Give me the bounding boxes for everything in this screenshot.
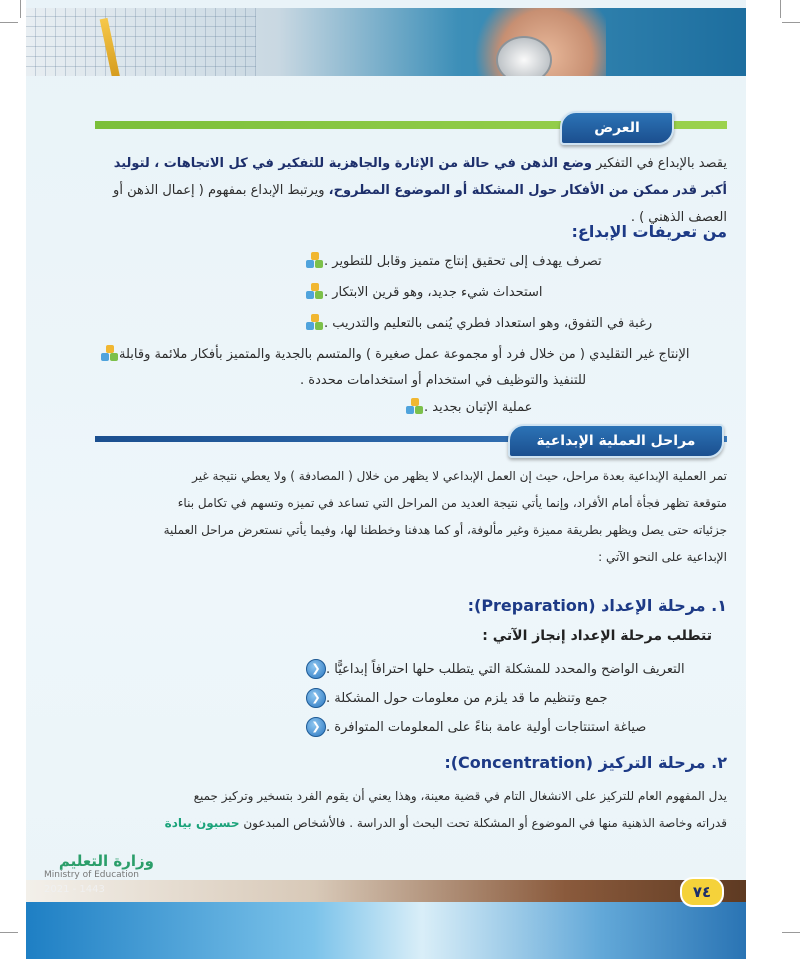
list-item [300,280,720,304]
list-item-text: صياغة استنتاجات أولية عامة بناءً على المعلومات المتوافرة . [326,719,647,735]
ministry-name-ar: وزارة التعليم [58,852,154,870]
intro-paragraph [95,150,727,225]
list-item-text: رغبة في التفوق، وهو استعداد فطري يُنمى بالتعليم والتدريب . [324,315,653,331]
pocket-watch-icon [496,36,552,76]
paragraph-line: جزئياته حتى يصل ويظهر بطريقة مميزة وغير مألوفة، أو كما هدفنا وخططنا لها، وفيما يأتي نستعرض مراحل العملية [163,523,727,537]
intro-text: يقصد بالإبداع في التفكير [596,156,727,171]
definitions-heading: من تعريفات الإبداع: [571,222,727,241]
list-item [300,311,720,335]
crop-mark [782,932,800,933]
list-item [300,657,718,681]
cubes-icon [101,345,119,363]
list-item-continuation: للتنفيذ والتوظيف في استخدام أو استخدامات محددة . [300,372,587,388]
cubes-icon [306,314,324,332]
list-item [95,342,720,366]
stage1-heading: ١. مرحلة الإعداد (Preparation): [467,596,727,615]
crop-mark [0,22,18,23]
blueprint-grid [26,8,256,76]
year-label: 2021 - 1443 [44,884,105,895]
stage2-paragraph [95,783,727,837]
crop-mark [20,0,21,18]
ministry-name-en: Ministry of Education [44,870,139,880]
list-item [300,686,718,710]
arrow-left-circle-icon: ❮ [306,717,326,737]
paragraph-line-text: قدراته وخاصة الذهنية منها في الموضوع أو المشكلة تحت البحث أو الدراسة . فالأشخاص المبدعون [243,816,727,830]
paragraph-line: يدل المفهوم العام للتركيز على الانشغال التام في قضية معينة، وهذا يعني أن يقوم الفرد بتسخير وتركيز جميع [193,789,727,803]
stamp-text: حسبون بيادة [164,816,240,830]
stages-paragraph [95,463,727,571]
arrow-left-circle-icon: ❮ [306,659,326,679]
paragraph-line [95,810,727,837]
page-number: ٧٤ [680,877,724,907]
header-banner-image [26,8,746,76]
section-label-presentation: العرض [560,111,674,145]
section-label-creative-stages: مراحل العملية الإبداعية [508,424,724,458]
cubes-icon [406,398,424,416]
crop-mark [0,932,18,933]
list-item-text: تصرف يهدف إلى تحقيق إنتاج متميز وقابل للتطوير . [324,253,602,269]
paragraph-line: الإبداعية على النحو الآتي : [598,550,727,564]
list-item [300,715,718,739]
list-item [400,395,720,419]
intro-text-end: ويرتبط الإبداع بمفهوم ( إعمال الذهن أو العصف الذهني ) . [113,183,727,225]
intro-bold-text: وضع الذهن في حالة من الإثارة والجاهزية للتفكير في كل الاتجاهات ، لتوليد أكبر قدر ممكن من الأفكار حول المشكلة أو الموضوع المطروح، [113,156,727,198]
ministry-logo [44,852,154,895]
list-item-text: التعريف الواضح والمحدد للمشكلة التي يتطلب حلها احترافاً إبداعيًّا . [326,661,685,677]
paragraph-line: متوقعة تظهر فجأة أمام الأفراد، وإنما يأتي نتيجة العديد من المراحل التي تساعد في تميزه وتسهم في تكامل بناء [177,496,727,510]
crop-mark [782,22,800,23]
stage1-subheading: تتطلب مرحلة الإعداد إنجاز الآتي : [482,628,712,644]
footer-image [26,902,746,959]
crop-mark [780,0,781,18]
cubes-icon [306,283,324,301]
list-item [300,249,720,273]
cubes-icon [306,252,324,270]
list-item-text: الإنتاج غير التقليدي ( من خلال فرد أو مجموعة عمل صغيرة ) والمتسم بالجدية والمتميز بأفكار ملائمة وقابلة [119,346,690,362]
list-item-text: جمع وتنظيم ما قد يلزم من معلومات حول المشكلة . [326,690,608,706]
list-item-text: استحداث شيء جديد، وهو قرين الابتكار . [324,284,543,300]
arrow-left-circle-icon: ❮ [306,688,326,708]
paragraph-line: تمر العملية الإبداعية بعدة مراحل، حيث إن العمل الإبداعي لا يظهر من خلال ( المصادفة ) ولا يعطي نتيجة غير [192,469,727,483]
list-item-text: عملية الإتيان بجديد . [424,399,533,415]
stage2-heading: ٢. مرحلة التركيز (Concentration): [444,753,727,772]
